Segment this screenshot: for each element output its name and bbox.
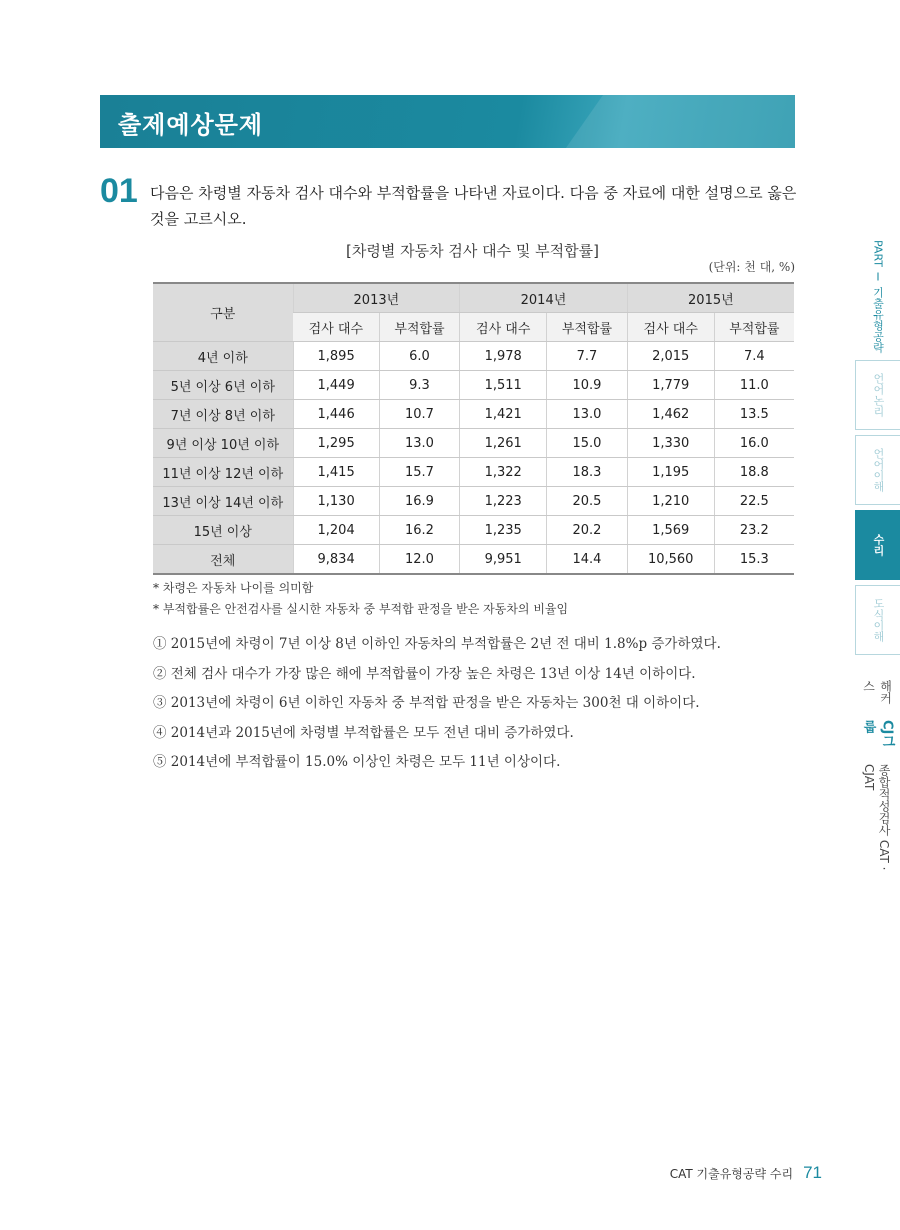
table-cell: 1,446 [293,400,379,429]
side-tab-diagram[interactable]: 도식이해 [855,585,900,655]
sub-header: 검사 대수 [293,313,379,342]
table-row [153,400,794,429]
row-label: 7년 이상 8년 이하 [153,400,293,429]
section-title: 출제예상문제 [118,111,264,139]
table-cell: 10.9 [547,371,628,400]
sub-header: 검사 대수 [627,313,714,342]
table-cell: 1,978 [460,342,547,371]
sub-header: 부적합률 [714,313,794,342]
corner-header: 구분 [153,283,293,342]
table-cell: 18.3 [547,458,628,487]
table-cell: 1,511 [460,371,547,400]
table-cell: 1,330 [627,429,714,458]
sub-header: 부적합률 [547,313,628,342]
table-cell: 1,415 [293,458,379,487]
table-notes [153,578,568,620]
brand-cj: CJ그룹 [860,719,895,748]
question-number: 01 [100,172,138,210]
table-cell: 1,223 [460,487,547,516]
table-cell: 13.0 [547,400,628,429]
row-label: 9년 이상 10년 이하 [153,429,293,458]
note-line: * 부적합률은 안전검사를 실시한 자동차 중 부적합 판정을 받은 자동차의 비율임 [153,602,569,616]
table-cell: 1,569 [627,516,714,545]
year-header: 2014년 [460,283,628,313]
table-cell: 1,895 [293,342,379,371]
table-row [153,342,794,371]
table-cell: 1,449 [293,371,379,400]
row-label: 11년 이상 12년 이하 [153,458,293,487]
answer-options [153,630,721,778]
table-cell: 14.4 [547,545,628,575]
table-cell: 20.2 [547,516,628,545]
table-cell: 18.8 [714,458,794,487]
table-cell: 10.7 [379,400,460,429]
table-cell: 9,951 [460,545,547,575]
table-cell: 6.0 [379,342,460,371]
table-cell: 2,015 [627,342,714,371]
table-row [153,516,794,545]
table-cell: 10,560 [627,545,714,575]
row-label: 4년 이하 [153,342,293,371]
year-header: 2013년 [293,283,460,313]
table-cell: 1,322 [460,458,547,487]
table-cell: 1,210 [627,487,714,516]
table-cell: 1,421 [460,400,547,429]
table-row [153,429,794,458]
question-text: 다음은 차령별 자동차 검사 대수와 부적합률을 나타낸 자료이다. 다음 중 자료에 대한 설명으로 옳은 것을 고르시오. [150,184,797,228]
table-row [153,545,794,575]
table-cell: 1,195 [627,458,714,487]
table-cell: 9,834 [293,545,379,575]
table-cell: 9.3 [379,371,460,400]
page-number: 71 [803,1163,822,1182]
table-cell: 7.4 [714,342,794,371]
table-unit: (단위: 천 대, %) [708,260,795,274]
note-line: * 차령은 자동차 나이를 의미함 [153,581,314,595]
answer-option-1[interactable]: ① 2015년에 차령이 7년 이상 8년 이하인 자동차의 부적합률은 2년 전 대비 1.8%p 증가하였다. [153,636,721,652]
table-cell: 1,779 [627,371,714,400]
table-cell: 1,130 [293,487,379,516]
table-cell: 1,261 [460,429,547,458]
table-cell: 16.2 [379,516,460,545]
table-cell: 7.7 [547,342,628,371]
answer-option-2[interactable]: ② 전체 검사 대수가 가장 많은 해에 부적합률이 가장 높은 차령은 13년 이상 14년 이하이다. [153,665,696,682]
table-cell: 1,235 [460,516,547,545]
table-cell: 1,295 [293,429,379,458]
footer-section: CAT 기출유형공략 수리 [669,1167,794,1181]
table-cell: 16.9 [379,487,460,516]
table-cell: 1,462 [627,400,714,429]
table-cell: 11.0 [714,371,794,400]
sub-header: 검사 대수 [460,313,547,342]
answer-option-4[interactable]: ④ 2014년과 2015년에 차령별 부적합률은 모두 전년 대비 증가하였다. [153,724,574,741]
side-tab-verbal[interactable]: 언어논리 [855,360,900,430]
year-header: 2015년 [627,283,794,313]
side-part-label: PART Ⅰ 기출유형공략 [871,240,885,354]
table-cell: 20.5 [547,487,628,516]
table-cell: 23.2 [714,516,794,545]
table-title: [차령별 자동차 검사 대수 및 부적합률] [346,242,599,260]
data-table [153,282,794,575]
row-label: 15년 이상 [153,516,293,545]
side-tab-comprehension[interactable]: 언어이해 [855,435,900,505]
table-cell: 15.3 [714,545,794,575]
table-row [153,487,794,516]
table-cell: 15.7 [379,458,460,487]
brand-suffix: 종합적성검사 CAT · CJAT [862,763,891,871]
side-brand [855,680,900,900]
table-cell: 16.0 [714,429,794,458]
table-row [153,371,794,400]
row-label: 13년 이상 14년 이하 [153,487,293,516]
answer-option-5[interactable]: ⑤ 2014년에 부적합률이 15.0% 이상인 차령은 모두 11년 이상이다. [153,754,561,770]
table-cell: 13.0 [379,429,460,458]
table-cell: 13.5 [714,400,794,429]
table-cell: 22.5 [714,487,794,516]
table-cell: 15.0 [547,429,628,458]
table-cell: 1,204 [293,516,379,545]
section-banner [100,95,795,148]
table-row [153,458,794,487]
row-label: 5년 이상 6년 이하 [153,371,293,400]
sub-header: 부적합률 [379,313,460,342]
answer-option-3[interactable]: ③ 2013년에 차령이 6년 이하인 자동차 중 부적합 판정을 받은 자동차는 300천 대 이하이다. [153,695,700,711]
brand-prefix: 해커스 [861,680,893,704]
row-label: 전체 [153,545,293,575]
table-cell: 12.0 [379,545,460,575]
page-footer [670,1163,822,1183]
side-tab-math[interactable]: 수리 [855,510,900,580]
